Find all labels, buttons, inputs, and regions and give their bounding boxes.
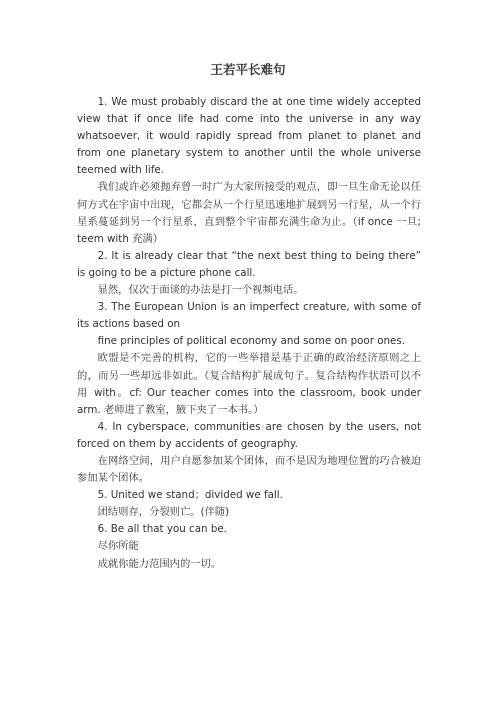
paragraph-4-zh: 在网络空间，用户自愿参加某个团体，而不是因为地理位置的巧合被迫参加某个团体。 [77, 454, 421, 485]
paragraph-3-zh: 欧盟是不完善的机构，它的一些举措是基于正确的政治经济原则之上的，而另一些却远非如此。（复合结构扩展成句子。复合结构作状语可以不用 with。cf: Our teacher comes into the classroom, book under arm. 老师进了教室，腋下夹了一本书。） [77, 352, 421, 416]
paragraph-1-zh: 我们或许必须抛弃曾一时广为大家所接受的观点，即一旦生命无论以任何方式在宇宙中出现，它都会从一个行星迅速地扩展到另一行星，从一个行星系蔓延到另一个行星系，直到整个宇宙都充满生命为止。（if once 一旦; teem with 充满） [77, 181, 421, 245]
paragraph-6-zh-line2: 成就你能力范围内的一切。 [97, 557, 222, 570]
paragraph-3-en-line2: fine principles of political economy and some on poor ones. [97, 335, 406, 348]
paragraph-1-en: 1. We must probably discard the at one time widely accepted view that if once life had come into the universe in any way whatsoever, it would rapidly spread from planet to planet and from one planetary system to another until the whole universe teemed with life. [77, 96, 421, 177]
paragraph-6-zh-line1: 尽你所能 [97, 540, 139, 553]
document-title: 王若平长难句 [210, 62, 286, 77]
document-body [77, 94, 421, 573]
paragraph-2-zh: 显然，仅次于面谈的办法是打一个视频电话。 [97, 284, 304, 297]
paragraph-6-en: 6. Be all that you can be. [97, 523, 227, 536]
paragraph-5-en: 5. United we stand；divided we fall. [97, 489, 283, 502]
paragraph-5-zh: 团结则存，分裂则亡。(伴随) [97, 506, 230, 519]
paragraph-2-en: 2. It is already clear that “the next best thing to being there” is going to be a picture phone call. [77, 249, 421, 279]
paragraph-4-en: 4. In cyberspace, communities are chosen by the users, not forced on them by accidents of geography. [77, 420, 421, 450]
paragraph-3-en-line1: 3. The European Union is an imperfect creature, with some of its actions based on [77, 301, 421, 331]
